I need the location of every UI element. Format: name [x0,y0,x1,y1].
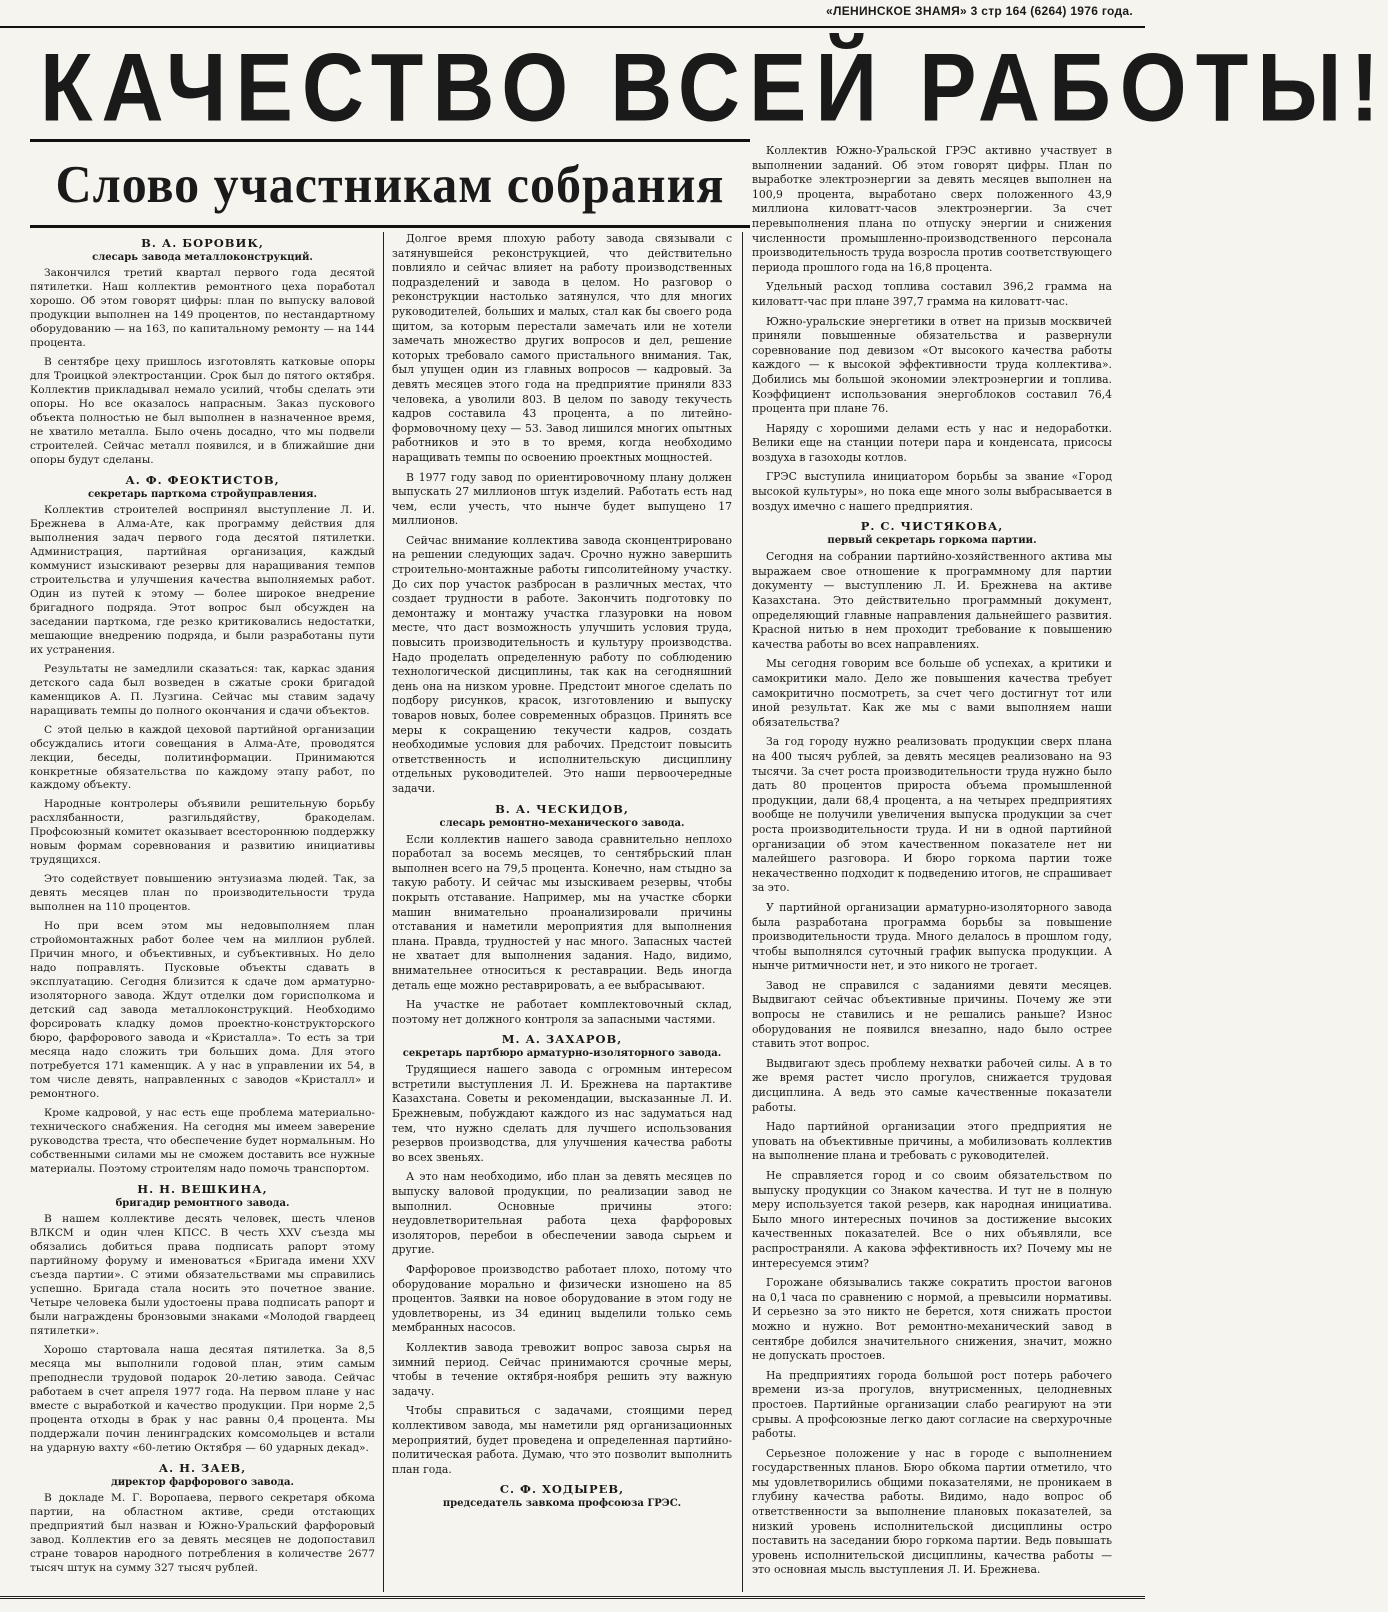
paragraph: Надо партийной организации этого предприятия не уповать на объективные причины, а мобилизовать коллектив на выполнение плана и требовать с руководителей. [752,1120,1112,1163]
author-role: директор фарфорового завода. [111,1476,294,1488]
author-role: секретарь партбюро арматурно-изоляторного завода. [402,1048,722,1060]
paragraph: В докладе М. Г. Воропаева, первого секретаря обкома партии, на областном активе, среди отстающих предприятий был назван и Южно-Уральский фарфоровый завод. Коллектив его за девять месяцев не додопоставил стране товаров народного потребления в количестве 2677 тысяч штук на сумму 327 тысяч рублей. [30,1491,375,1574]
paragraph: Хорошо стартовала наша десятая пятилетка. За 8,5 месяца мы выполнили годовой план, этим самым преподнесли трудовой подарок 20-летию завода. Сейчас работаем в счет апреля 1977 года. На первом плане у нас вместе с выработкой и качество продукции. При норме 2,5 процента отходы в брак у нас равны 0,4 процента. Мы поддержали почин ленинградских комсомольцев и встали на ударную вахту «60-летию Октября — 60 ударных декад». [30,1343,375,1454]
paragraph: Закончился третий квартал первого года десятой пятилетки. Наш коллектив ремонтного цеха поработал хорошо. Об этом говорят цифры: план по выпуску валовой продукции выполнен на 149 процентов, по нестандартному оборудованию — на 163, по капитальному ремонту — на 144 процента. [30,267,375,349]
headline: КАЧЕСТВО ВСЕЙ РАБОТЫ! [40,34,1388,143]
paragraph: Результаты не замедлили сказаться: так, каркас здания детского сада был возведен в сжатые сроки бригадой каменщиков А. П. Лузгина. Сейчас мы ставим задачу наращивать темпы до полного окончания и сдачи объектов. [30,662,375,717]
paragraph: В сентябре цеху пришлось изготовлять катковые опоры для Троицкой электростанции. Срок был до пятого октября. Коллектив прикладывал немало усилий, чтобы сделать эти опоры. Но все оказалось напрасным. Заказ пускового объекта полностью не был выполнен в назначенное время, не хватило металла. Было очень досадно, что мы подвели строителей. Сейчас металл появился, и в ближайшие дни опоры будут сделаны. [30,355,375,466]
paragraph: Выдвигают здесь проблему нехватки рабочей силы. А в то же время растет число прогулов, снижается трудовая дисциплина. А ведь это самые качественные показатели работы. [752,1056,1112,1114]
column-2 [392,232,732,1592]
masthead: «ЛЕНИНСКОЕ ЗНАМЯ» 3 стр 164 (6264) 1976 года. [0,4,1145,28]
paragraph: У партийной организации арматурно-изоляторного завода была разработана программа борьбы за повышение производительности труда. Много делалось в прошлом году, чтобы выполнялся суточный график выпуска продукции. А нынче ритмичности нет, и это никого не трогает. [752,900,1112,973]
paragraph: Сейчас внимание коллектива завода сконцентрировано на решении следующих задач. Срочно нужно завершить строительно-монтажные работы гипсолитейному участку. До сих пор участок разбросан в различных местах, что создает трудности в работе. Закончить подготовку по демонтажу и монтажу участка глазуровки на новом месте, что даст возможность улучшить условия труда, повысить производительность и культуру производства. Надо проделать определенную работу по соблюдению технологической дисциплины, так как на сегодняшний день она на низком уровне. Предстоит многое сделать по подбору рисунков, красок, изготовлению и выпуску товаров новых, более современных образцов. Принять все меры к сокращению текучести кадров, создать необходимые условия для рабочих. Предстоит повысить ответственность и исполнительскую дисциплину отдельных руководителей. Это наши первоочередные задачи. [392,533,732,795]
paragraph: Коллектив завода тревожит вопрос завоза сырья на зимний период. Сейчас принимаются срочные меры, чтобы в течение октября-ноября решить эту важную задачу. [392,1340,732,1398]
divider [0,1596,1145,1599]
author-role: слесарь завода металлоконструкций. [92,252,313,263]
author-name: Н. Н. ВЕШКИНА, [137,1182,268,1197]
paragraph: Но при всем этом мы недовыполняем план стройомонтажных работ более чем на миллион рублей. Причин много, и объективных, и субъективных. Но дело надо поправлять. Пусковые объекты сдавать в эксплуатацию. Сегодня близится к сдаче дом арматурно-изоляторного завода. Ждут отделки дом горисполкома и детский сад завода металлоконструкций. Необходимо форсировать кладку домов проектно-конструкторского бюро, фарфорового завода и «Кристалла». То есть за три месяца надо сложить три больших дома. Для этого потребуется 171 каменщик. А у нас в управлении их 54, в том числе девять, направленных с заводов «Кристалл» и ремонтного. [30,920,375,1101]
author-name: Р. С. ЧИСТЯКОВА, [860,519,1004,534]
author-name: А. Ф. ФЕОКТИСТОВ, [125,472,280,487]
paragraph: Коллектив строителей воспринял выступление Л. И. Брежнева в Алма-Ате, как программу действия для выполнения задач первого года десятой пятилетки. Администрация, партийная организация, каждый коммунист изыскивают резервы для наращивания темпов строительства и улучшения качества выполняемых работ. Один из путей к этому — более широкое внедрение бригадного подряда. Этот вопрос был обсужден на заседании парткома, где резко критиковались недостатки, мешающие внедрению подряда, и были разработаны пути их устранения. [30,503,375,656]
author-name: В. А. ЧЕСКИДОВ, [495,801,629,816]
author-name: С. Ф. ХОДЫРЕВ, [499,1482,625,1497]
author-role: бригадир ремонтного завода. [115,1198,290,1210]
paragraph: Наряду с хорошими делами есть у нас и недоработки. Велики еще на станции потери пара и конденсата, присосы воздуха в газоходы котлов. [752,421,1112,464]
paragraph: Коллектив Южно-Уральской ГРЭС активно участвует в выполнении заданий. Об этом говорят цифры. План по выработке электроэнергии за девять месяцев выполнен на 100,9 процента, выработано сверх положенного 43,9 миллиона киловатт-часов электроэнергии. За счет перевыполнения плана по отпуску энергии и снижения численности промышленно-производственного персонала производительность труда возросла против соответствующего периода прошлого года на 16,8 процента. [752,144,1112,274]
paragraph: Сегодня на собрании партийно-хозяйственного актива мы выражаем свое отношение к программному для партии документу — выступлению Л. И. Брежнева на активе Казахстана. Это действительно программный документ, определяющий главные направления дальнейшего развития. Красной нитью в нем проходит требование к повышению качества работы во всех направлениях. [752,550,1112,651]
divider [30,139,750,142]
paragraph: На предприятиях города большой рост потерь рабочего времени из-за прогулов, внутрисменных, целодневных простоев. Партийные организации слабо реагируют на эти срывы. А профсоюзные легко дают согласие на сверхурочные работы. [752,1368,1112,1441]
paragraph: Не справляется город и со своим обязательством по выпуску продукции со Знаком качества. И тут не в полную меру используется такой резерв, как народная инициатива. Было много интересных починов за достижение высоких качественных показателей. Все о них объявляли, все распространяли. А какова эффективность их? Почему мы не интересуемся этим? [752,1169,1112,1270]
author-name: А. Н. ЗАЕВ, [158,1460,247,1475]
paragraph: А это нам необходимо, ибо план за девять месяцев по выпуску валовой продукции, по реализации завод не выполнил. Основные причины этого: неудовлетворительная работа цеха фарфоровых изоляторов, перебои в обеспечении завода сырьем и другие. [392,1170,732,1257]
author-role: первый секретарь горкома партии. [827,535,1037,547]
paragraph: Народные контролеры объявили решительную борьбу расхлябанности, разгильдяйству, бракоделам. Профсоюзный комитет оказывает всестороннюю поддержку новым формам соревнования и развитию инициативы трудящихся. [30,798,375,867]
paragraph: Горожане обязывались также сократить простои вагонов на 0,1 часа по сравнению с нормой, а превысили нормативы. И серьезно за это никто не берется, хотя снижать простои можно и нужно. Вот ремонтно-механический завод в сентябре добился значительного снижения, значит, можно не допускать простоев. [752,1276,1112,1363]
paragraph: ГРЭС выступила инициатором борьбы за звание «Город высокой культуры», но пока еще много золы выбрасывается в воздух имечно с нашего предприятия. [752,470,1112,513]
paragraph: Завод не справился с заданиями девяти месяцев. Выдвигают сейчас объективные причины. Почему же эти вопросы не ставились и не решались раньше? Износ оборудования не появился внезапно, надо было острее ставить этот вопрос. [752,978,1112,1051]
paragraph: Удельный расход топлива составил 396,2 грамма на киловатт-час при плане 397,7 грамма на киловатт-час. [752,280,1112,308]
paragraph: С этой целью в каждой цеховой партийной организации обсуждались итоги совещания в Алма-Ате, проводятся лекции, беседы, политинформации. Принимаются конкретные обязательства по каждому этапу работ, по каждому объекту. [30,723,375,792]
paragraph: Серьезное положение у нас в городе с выполнением государственных планов. Бюро обкома партии отметило, что мы удовлетворились общими показателями, не проникаем в глубину качества работы. Видимо, надо вопрос об ответственности за выполнение плановых показателей, за низкий уровень исполнительской дисциплины остро поставить на заседании бюро горкома партии. Ведь повышать уровень исполнительской дисциплины, качества работы — это основная мысль выступления Л. И. Брежнева. [752,1446,1112,1577]
paragraph: Фарфоровое производство работает плохо, потому что оборудование морально и физически изношено на 85 процентов. Заявки на новое оборудование в этом году не удовлетворены, из 34 единиц выделили только семь мембранных насосов. [392,1263,732,1335]
paragraph: Кроме кадровой, у нас есть еще проблема материально-технического снабжения. На сегодня мы имеем заверение руководства треста, что обеспечение будет нормальным. Но собственными силами мы не сможем доставить все нужные материалы. Поэтому строителям надо помочь транспортом. [30,1107,375,1176]
paragraph: На участке не работает комплектовочный склад, поэтому нет должного контроля за запасными частями. [392,998,732,1026]
author-name: М. А. ЗАХАРОВ, [501,1032,623,1047]
paragraph: Трудящиеся нашего завода с огромным интересом встретили выступления Л. И. Брежнева на партактиве Казахстана. Советы и рекомендации, высказанные Л. И. Брежневым, побуждают каждого из нас задуматься над тем, что нужно сделать для лучшего использования резервов производства, для улучшения качества работы во всех звеньях. [392,1063,732,1164]
column-1 [30,232,375,1592]
author-role: секретарь парткома стройуправления. [87,488,317,500]
paragraph: Чтобы справиться с задачами, стоящими перед коллективом завода, мы наметили ряд организационных мероприятий, будет проведена и определенная партийно-политическая работа. Думаю, что это позволит выполнить план года. [392,1404,732,1476]
column-divider [383,232,384,1592]
paragraph: Если коллектив нашего завода сравнительно неплохо поработал за восемь месяцев, то сентябрьский план выполнен всего на 79,5 процента. Конечно, нам стыдно за такую работу. И сейчас мы изыскиваем резервы, чтобы покрыть отставание. Например, мы на участке сборки машин внимательно проанализировали причины отставания и наметили мероприятия для выполнения плана. Правда, трудностей у нас много. Запасных частей не хватает для выполнения задания. Надо, видимо, внимательнее относиться к реставрации. Ведь иногда деталь еще можно реставрировать, а ее выбрасывают. [392,832,732,992]
divider [30,225,750,228]
paragraph: Южно-уральские энергетики в ответ на призыв москвичей приняли повышенные обязательства и развернули соревнование под девизом «От высокого качества работы каждого — к высокой эффективности труда коллектива». Добились мы большой экономии электроэнергии и топлива. Коэффициент использования энергоблоков составил 76,4 процента при плане 76. [752,314,1112,416]
author-role: слесарь ремонтно-механического завода. [439,817,685,829]
column-3 [752,144,1112,1592]
paragraph: Мы сегодня говорим все больше об успехах, а критики и самокритики мало. Дело же повышения качества требует самокритично посмотреть, за счет чего достигнут тот или иной результат. Как же мы с вами выполняем наши обязательства? [752,657,1112,729]
paragraph: Это содействует повышению энтузиазма людей. Так, за девять месяцев план по производительности труда выполнен на 110 процентов. [30,873,375,914]
paragraph: За год городу нужно реализовать продукции сверх плана на 400 тысяч рублей, за девять месяцев реализовано на 93 тысячи. За счет роста производительности труда нужно было дать 80 процентов прироста объема промышленной продукции, дали 68,4 процента, а на четырех предприятиях вообще не получили увеличения выпуска продукции за счет роста производительности труда. И ни в одной партийной организации об этом качественном показателе нет ни малейшего разговора. И бюро горкома партии тоже некачественно подходит к подведению итогов, не спрашивает за это. [752,735,1112,895]
paragraph: В нашем коллективе десять человек, шесть членов ВЛКСМ и один член КПСС. В честь XXV съезда мы обязались добиться права подписать рапорт этому партийному форуму и именоваться «Бригада имени XXV съезда партии». С этими обязательствами мы справились успешно. Бригада стала носить это почетное звание. Четыре человека были удостоены права подписать рапорт и были награждены бронзовыми знаками «Молодой гвардеец пятилетки». [30,1213,375,1337]
column-divider [742,232,743,1592]
subheadline: Слово участникам собрания [55,154,725,214]
paragraph: Долгое время плохую работу завода связывали с затянувшейся реконструкцией, что действительно повлияло и сейчас влияет на работу производственных подразделений и завода в целом. Но разговор о реконструкции настолько затянулся, что для многих руководителей, больших и малых, стал как бы своего рода щитом, за которым перестали замечать или не хотели замечать множество других вопросов и дел, решение которых требовало самого пристального внимания. Так, был упущен один из главных вопросов — кадровый. За девять месяцев этого года на предприятие приняли 833 человека, а уволили 803. В целом по заводу текучесть кадров составила 43 процента, а по литейно-формовочному цеху — 53. Завод лишился многих опытных работников и это в то время, когда необходимо наращивать темпы по освоению проектных мощностей. [392,232,732,464]
author-role: председатель завкома профсоюза ГРЭС. [442,1498,682,1510]
paragraph: В 1977 году завод по ориентировочному плану должен выпускать 27 миллионов штук изделий. Работать есть над чем, если учесть, что нынче будет выпущено 17 миллионов. [392,470,732,528]
author-name: В. А. БОРОВИК, [141,236,264,250]
